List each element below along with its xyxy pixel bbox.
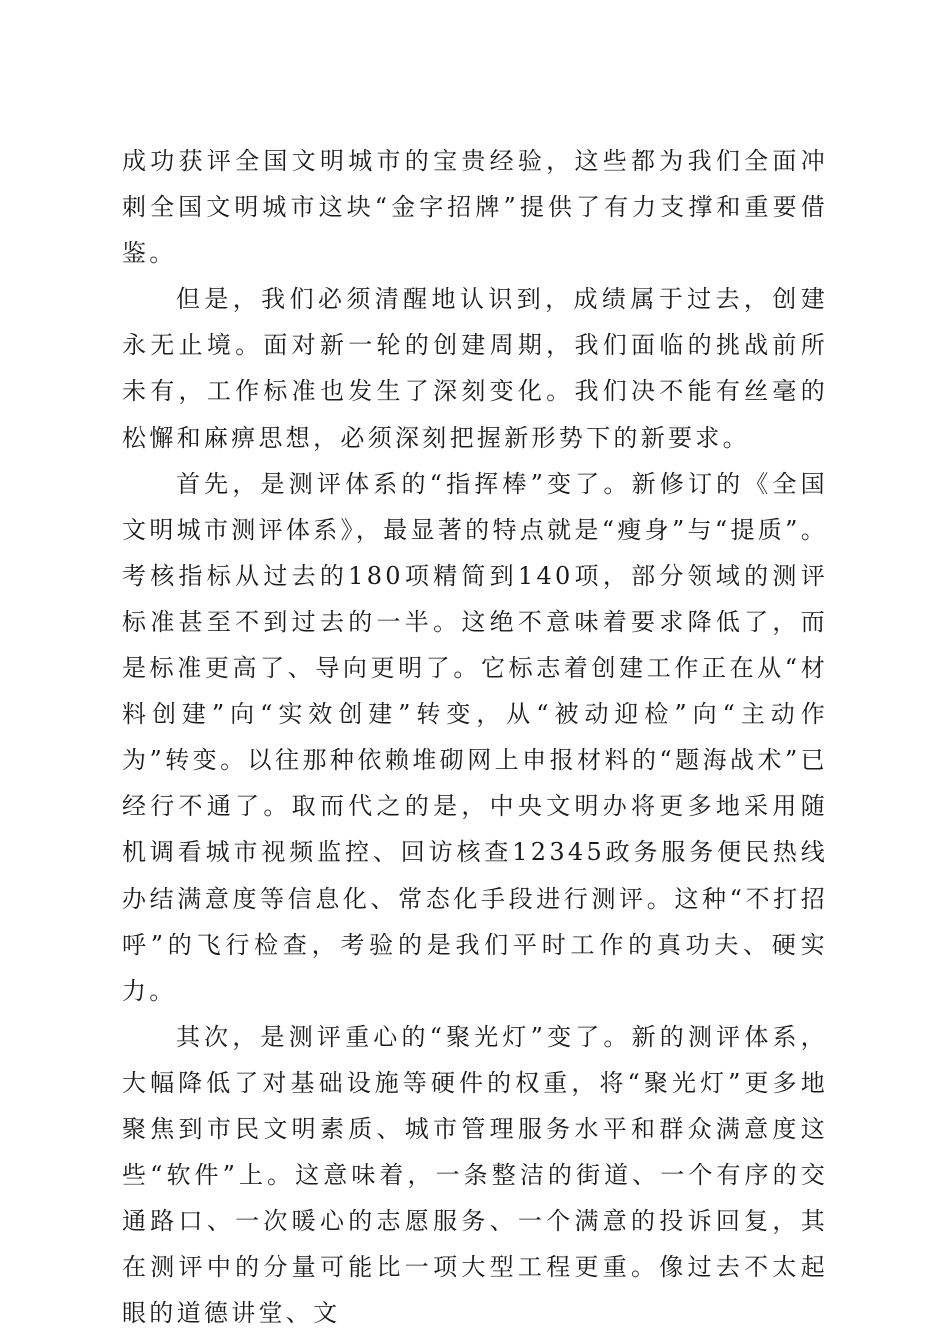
paragraph-evaluation-focus: 其次，是测评重心的“聚光灯”变了。新的测评体系，大幅降低了对基础设施等硬件的权重，将“聚光灯”更多地聚焦到市民文明素质、城市管理服务水平和群众满意度这些“软件”上。这意味着，一条整洁的街道、一个有序的交通路口、一次暖心的志愿服务、一个满意的投诉回复，其在测评中的分量可能比一项大型工程更重。像过去不太起眼的道德讲堂、文 xyxy=(122,1022,828,1328)
paragraph-challenges: 但是，我们必须清醒地认识到，成绩属于过去，创建永无止境。面对新一轮的创建周期，我们面临的挑战前所未有，工作标准也发生了深刻变化。我们决不能有丝毫的松懈和麻痹思想，必须深刻把握新形势下的新要求。 xyxy=(122,285,828,452)
paragraph-continuation: 成功获评全国文明城市的宝贵经验，这些都为我们全面冲刺全国文明城市这块“金字招牌”提供了有力支撑和重要借鉴。 xyxy=(122,147,828,268)
paragraph-evaluation-system: 首先，是测评体系的“指挥棒”变了。新修订的《全国文明城市测评体系》，最显著的特点就是“瘦身”与“提质”。考核指标从过去的180项精简到140项，部分领域的测评标准甚至不到过去的一半。这绝不意味着要求降低了，而是标准更高了、导向更明了。它标志着创建工作正在从“材料创建”向“实效创建”转变，从“被动迎检”向“主动作为”转变。以往那种依赖堆砌网上申报材料的“题海战术”已经行不通了。取而代之的是，中央文明办将更多地采用随机调看城市视频监控、回访核查12345政务服务便民热线办结满意度等信息化、常态化手段进行测评。这种“不打招呼”的飞行检查，考验的是我们平时工作的真功夫、硬实力。 xyxy=(122,469,828,1005)
document-body xyxy=(122,138,828,1336)
